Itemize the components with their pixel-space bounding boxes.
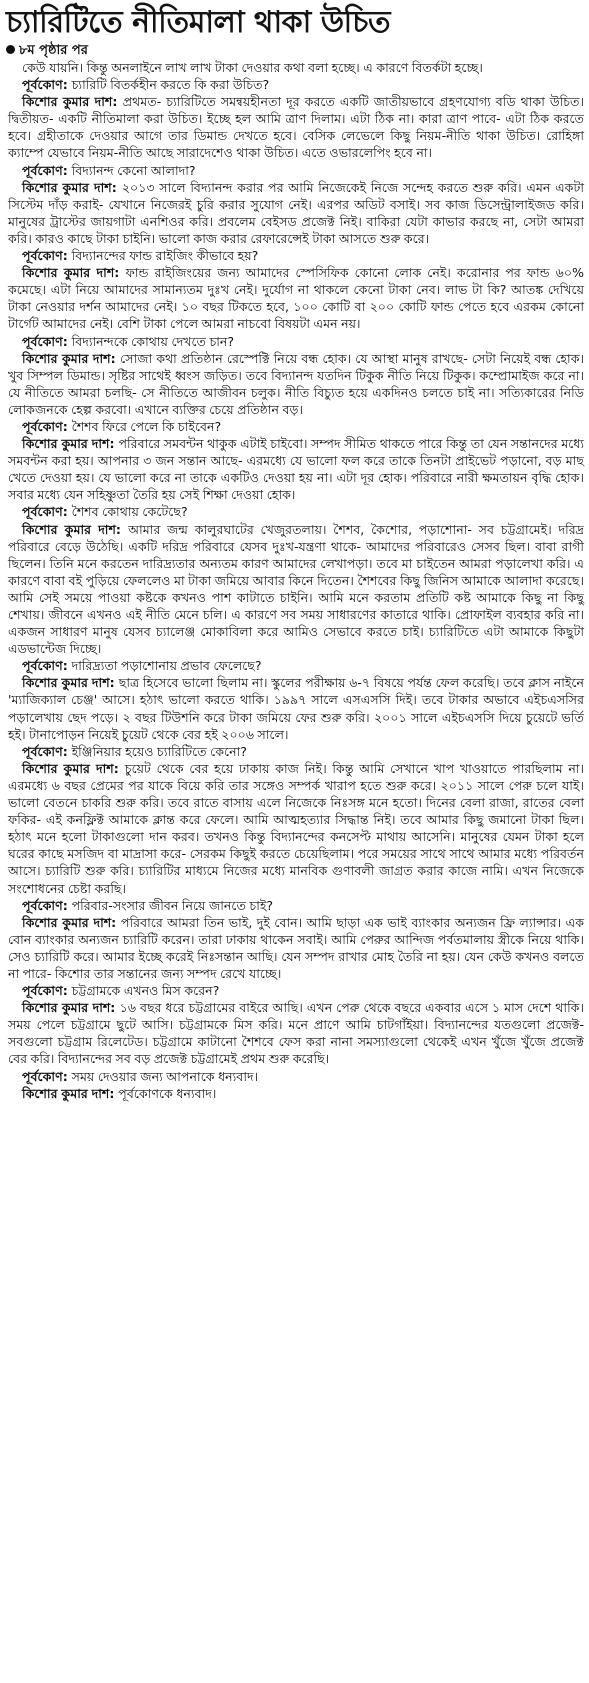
- paragraph-text: পরিবারে সমবন্টন থাকুক এটাই চাইবো। সম্পদ সীমিত থাকতে পারে কিন্তু তা যেন সন্তানদের মধ্যে সমবন্টন করা হয়। আপনার ৩ জন সন্তান আছে- এরমধ্যে যে ভালো ফল করে তাকে তিনটা প্রাইভেট পড়ানো, বড় মাছ খেতে দেওয়া হয়। যে ভালো করে না তাকে একটিও দেওয়া হয় না। এটা দূর হোক। পরিবারে নারী ক্ষমতায়ন বৃদ্ধি হোক। সবার মধ্যে যেন সহিষ্ণুতা তৈরি হয় সেই শিক্ষা দেওয়া হোক।: [8, 436, 584, 503]
- interviewer-label: পূর্বকোণ:: [22, 162, 72, 178]
- interview-question: [8, 982, 584, 999]
- interview-question: [8, 743, 584, 760]
- paragraph-text: ইঞ্জিনিয়ার হয়েও চ্যারিটিতে কেনো?: [71, 743, 247, 759]
- interview-question: [8, 657, 584, 674]
- paragraph-text: ১৬ বছর ধরে চট্টগ্রামের বাইরে আছি। এখন পেরু থেকে বছরে একবার এসে ১ মাস দেশে থাকি। সময় পেলে চট্টগ্রামে ছুটে আসি। চট্টগ্রামকে মিস করি। মনে প্রাণে আমি চাটগাঁইয়া। বিদ্যানন্দের যতগুলো প্রজেক্ট- সবগুলো চট্টগ্রাম রিলেটেড। চট্টগ্রামে কাটানো শৈশবে ফেস করা নানা সমস্যাগুলো থেকেই এখন খুঁজে খুঁজে প্রজেক্ট বের করি। বিদ্যানন্দের সব বড় প্রজেক্ট চট্টগ্রামেই প্রথম শুরু করেছি।: [8, 1000, 584, 1067]
- interview-question: [8, 897, 584, 914]
- paragraph-text: চট্টগ্রামকে এখনও মিস করেন?: [71, 983, 220, 999]
- paragraph-text: পরিবার-সংসার জীবন নিয়ে জানতে চাই?: [71, 897, 274, 913]
- paragraph-text: সময় দেওয়ার জন্য আপনাকে ধন্যবাদ।: [71, 1068, 259, 1084]
- interviewee-label: কিশোর কুমার দাশ:: [22, 436, 119, 452]
- interview-question: [8, 418, 584, 435]
- interview-answer: [8, 521, 584, 658]
- interview-question: [8, 333, 584, 350]
- interview-answer: [8, 999, 584, 1067]
- interview-question: [8, 247, 584, 264]
- interview-question: [8, 162, 584, 179]
- interviewee-label: কিশোর কুমার দাশ:: [22, 1085, 119, 1101]
- interviewer-label: পূর্বকোণ:: [22, 1068, 72, 1084]
- article-headline: চ্যারিটিতে নীতিমালা থাকা উচিত: [6, 5, 390, 40]
- paragraph-text: শৈশব কোথায় কেটেছে?: [71, 504, 188, 520]
- interview-answer: [8, 1085, 584, 1102]
- paragraph-text: সোজা কথা প্রতিষ্ঠান রেস্পেক্টি নিয়ে বন্ধ হোক। যে আস্থা মানুষ রাখছে- সেটা নিয়েই বন্ধ হোক। খুব সিম্পল ডিমান্ড। সৃষ্টির সাথেই ধ্বংস জড়িত। তবে বিদ্যানন্দ যতদিন টিকুক নীতি নিয়ে টিকুক। কম্প্রোমাইজ করে না। যে নীতিতে আমরা চলছি- সে নীতিতে আজীবন চলুক। নীতি বিচ্যুত হয়ে একদিনও চলতে চাই না। সত্যিকারের নিডি লোকজনকে হেল্প করবো। এখানে ব্যক্তির চেয়ে প্রতিষ্ঠান বড়।: [8, 350, 585, 417]
- interviewee-label: কিশোর কুমার দাশ:: [22, 521, 129, 537]
- paragraph-text: ফান্ড রাইজিংয়ের জন্য আমাদের স্পেসিফিক কোনো লোক নেই। করোনার পর ফান্ড ৬০% কমেছে। এটা নিয়ে আমাদের সামান্যতম দুঃখ নেই। দুর্যোগ না থাকলে কেনো টাকা নেব। লাভ টা কি? আতঙ্ক দেখিয়ে টাকা নেওয়ার দর্শন আমাদের নেই। ১০ বছর টিকতে হবে, ১০০ কোটি বা ২০০ কোটি ফান্ড পেতে হবে এরকম কোনো টার্গেট আমাদের নেই। বেশি টাকা পেলে আমরা নাচবো বিষয়টা এমন নয়।: [8, 265, 584, 332]
- bullet-dot-icon: [6, 45, 15, 54]
- paragraph-text: পূর্বকোণকে ধন্যবাদ।: [118, 1085, 217, 1101]
- interview-question: [8, 76, 584, 93]
- paragraph-text: পরিবারে আমরা তিন ভাই, দুই বোন। আমি ছাড়া এক ভাই ব্যাংকার অন্যজন ফ্রি ল্যান্সার। এক বোন ব্যাংকার অন্যজন চ্যারিটি করেন। তারা ঢাকায় থাকেন সবাই। আমি পেরুর আন্দিজ পর্বতমালায় স্ত্রীকে নিয়ে থাকি। সেও চ্যারিটি করে। আমার ইচ্ছে করেই নিঃসন্তান আছি। যেন সম্পদ রাখার মোহ তৈরি না হয়। যেন কেউ কখনও বলতে না পারে- কিশোর তার সন্তানের জন্য সম্পদ রেখে যাচ্ছে।: [8, 914, 585, 981]
- interviewee-label: কিশোর কুমার দাশ:: [22, 914, 122, 930]
- interview-answer: [8, 435, 584, 503]
- paragraph-text: বিদ্যানন্দ কেনো আলাদা?: [71, 162, 196, 178]
- paragraph-text: আমার জন্ম কালুরঘাটের খেজুরতলায়। শৈশব, কৈশোর, পড়াশোনা- সব চট্টগ্রামেই। দরিদ্র পরিবারে বেড়ে উঠেছি। একটি দরিদ্র পরিবারে যেসব দুঃখ-যন্ত্রণা থাকে- আমাদের পরিবারেও সেসব ছিল। বাবা রাগী ছিলেন। তিনি মনে করতেন দারিদ্র্যতার অন্যতম কারণ আমাদের লেখাপড়া। তবে মা চাইতেন আমরা পড়ালেখা করি। এ কারণে বাবা বই পুড়িয়ে ফেললেও মা টাকা জমিয়ে আবার কিনে দিতেন। শৈশবের কিছু জিনিস আমাকে আলাদা করেছে। আমি সেই সময়ে পাওয়া কষ্টকে কখনও পাশ কাটাতে চাইনি। আমি মনে করতাম প্রতিটি কষ্ট আমাকে কিছু না কিছু শেখায়। জীবনে এখনও এই নীতি মেনে চলি। এ কারণে সব সময় সাধারণের কাতারে থাকি। প্রোফাইল ব্যবহার করি না। একজন সাধারণ মানুষ যেসব চ্যালেঞ্জ মোকাবিলা করে আমিও সেভাবে করতে চাই। চ্যারিটিতে এটা আমাকে কিছুটা এডভান্টেজ দিচ্ছে।: [8, 521, 584, 657]
- paragraph-text: দারিদ্র্যতা পড়াশোনায় প্রভাব ফেলেছে?: [71, 658, 262, 674]
- interviewer-label: পূর্বকোণ:: [22, 983, 72, 999]
- interviewer-label: পূর্বকোণ:: [22, 248, 72, 264]
- interviewer-label: পূর্বকোণ:: [22, 658, 72, 674]
- interviewee-label: কিশোর কুমার দাশ:: [22, 179, 122, 195]
- paragraph-text: প্রথমত- চ্যারিটিতে সমন্বয়হীনতা দূর করতে একটি জাতীয়ভাবে গ্রহণযোগ্য বডি থাকা উচিত। দ্বিতীয়ত- একটি নীতিমালা করা উচিত। ইচ্ছে হল আমি ত্রাণ দিলাম। এটা ঠিক না। কারা ত্রাণ পাবে- এটা ঠিক করতে হবে। গ্রহীতাকে দেওয়ার আগে তার ডিমান্ড দেখতে হবে। বেসিক লেভেলে কিছু নিয়ম-নীতি থাকা উচিত। রোহিঙ্গা ক্যাম্পে যেভাবে নিয়ম-নীতি আছে সারাদেশেও থাকা উচিত। এতে ওভারলেপিং হবে না।: [8, 94, 584, 161]
- paragraph-text: ছাত্র হিসেবে ভালো ছিলাম না। স্কুলের পরীক্ষায় ৬-৭ বিষয়ে পর্যন্ত ফেল করেছি। তবে ক্লাস নাইনে 'ম্যাজিক্যাল চেঞ্জ' আসে। হঠাৎ ভালো করতে থাকি। ১৯৯৭ সালে এসএসসি দিই। তবে টাকার অভাবে এইচএসসির পড়ালেখায় ছেদ পড়ে। ২ বছর টিউশনি করে টাকা জমিয়ে ফের শুরু করি। ২০০১ সালে এইচএসসি দিয়ে চুয়েটে ভর্তি হই। টানাপোড়ন নিয়েই চুয়েট থেকে বের হই ২০০৬ সালে।: [8, 675, 585, 742]
- interview-question: [8, 1068, 584, 1085]
- paragraph-text: শৈশব ফিরে পেলে কি চাইবেন?: [71, 418, 222, 434]
- paragraph-text: বিদ্যানন্দকে কোথায় দেখতে চান?: [71, 333, 235, 349]
- continued-paragraph: [8, 59, 584, 76]
- paragraph-text: চ্যারিটি বিতর্কহীন করতে কি করা উচিত?: [71, 77, 270, 93]
- interview-question: [8, 503, 584, 520]
- interviewee-label: কিশোর কুমার দাশ:: [22, 350, 121, 366]
- article-body: [0, 59, 589, 1102]
- interview-answer: [8, 179, 584, 247]
- interview-answer: [8, 264, 584, 332]
- interviewer-label: পূর্বকোণ:: [22, 418, 72, 434]
- interview-answer: [8, 350, 584, 418]
- paragraph-text: কেউ যায়নি। কিন্তু অনলাইনে লাখ লাখ টাকা দেওয়ার কথা বলা হচ্ছে। এ কারণে বিতর্কটা হচ্ছে।: [22, 60, 483, 75]
- interviewee-label: কিশোর কুমার দাশ:: [22, 675, 119, 691]
- paragraph-text: বিদ্যানন্দের ফান্ড রাইজিং কীভাবে হয়?: [71, 248, 259, 264]
- interviewer-label: পূর্বকোণ:: [22, 743, 72, 759]
- interview-answer: [8, 674, 584, 742]
- interviewee-label: কিশোর কুমার দাশ:: [22, 1000, 120, 1016]
- interviewer-label: পূর্বকোণ:: [22, 897, 72, 913]
- continuation-text: ৮ম পৃষ্ঠার পর: [19, 43, 88, 58]
- interviewee-label: কিশোর কুমার দাশ:: [22, 265, 126, 281]
- continuation-line: [0, 42, 589, 59]
- interviewer-label: পূর্বকোণ:: [22, 77, 72, 93]
- interviewer-label: পূর্বকোণ:: [22, 504, 72, 520]
- paragraph-text: চুয়েট থেকে বের হয়ে ঢাকায় কাজ নিই। কিন্তু আমি সেখানে খাপ খাওয়াতে পারছিলাম না। এরমধ্যে ৬ বছর প্রেমের পর যাকে বিয়ে করি তার সঙ্গেও সম্পর্ক খারাপ হতে শুরু করে। ২০১১ সালে পেরু চলে যাই। ভালো বেতনে চাকরি শুরু করি। তবে রাতে বাসায় এলে নিজেকে নিঃসঙ্গ মনে হতো। দিনের বেলা রাজা, রাতের বেলা ফকির- এই কনফ্লিক্ট আমাকে ক্লান্ত করে ফেলে। আমি আত্মহত্যার সিদ্ধান্ত নিই। তবে আমার কিছু জমানো টাকা ছিল। হঠাৎ মনে হলো টাকাগুলো দান করব। তখনও কিন্তু বিদ্যানন্দের কনসেপ্ট মাথায় আসেনি। মানুষের যেমন টাকা হলে ঘরের কাছে মসজিদ বা মাদ্রাসা করে- সেরকম কিছুই করতে চেয়েছিলাম। পরে সময়ের সাথে সাথে আমার মধ্যে পরিবর্তন আসে। চ্যারিটি শুরু করি। চ্যারিটির মাধ্যমে নিজের মধ্যে মানবিক গুণাবলী জাগ্রত করার কাজে নামি। এখন নিজেকে সংশোধনের চেষ্টা করছি।: [8, 760, 584, 896]
- interviewee-label: কিশোর কুমার দাশ:: [22, 94, 123, 110]
- interviewer-label: পূর্বকোণ:: [22, 333, 72, 349]
- interview-answer: [8, 760, 584, 897]
- interviewee-label: কিশোর কুমার দাশ:: [22, 760, 125, 776]
- paragraph-text: ২০১৩ সালে বিদ্যানন্দ করার পর আমি নিজেকেই নিজে সন্দেহ করতে শুরু করি। এমন একটা সিস্টেম দাঁড় করাই- যেখানে নিজেরই চুরি করার সুযোগ নেই। এরপর অডিট বসাই। সব কাজ ডিসেন্ট্রালাইজড করি। মানুষের ট্রাস্টের জায়গাটা এনশিওর করি। প্রবলেম বেইসড প্রজেক্ট নিই। বাকিরা যেটা কাভার করছে না, সেটা আমরা করি। কারও কাছে টাকা চাইনি। ভালো কাজ করার রেফারেন্সেই টাকা আসতে শুরু করে।: [8, 179, 585, 246]
- interview-answer: [8, 914, 584, 982]
- interview-answer: [8, 93, 584, 161]
